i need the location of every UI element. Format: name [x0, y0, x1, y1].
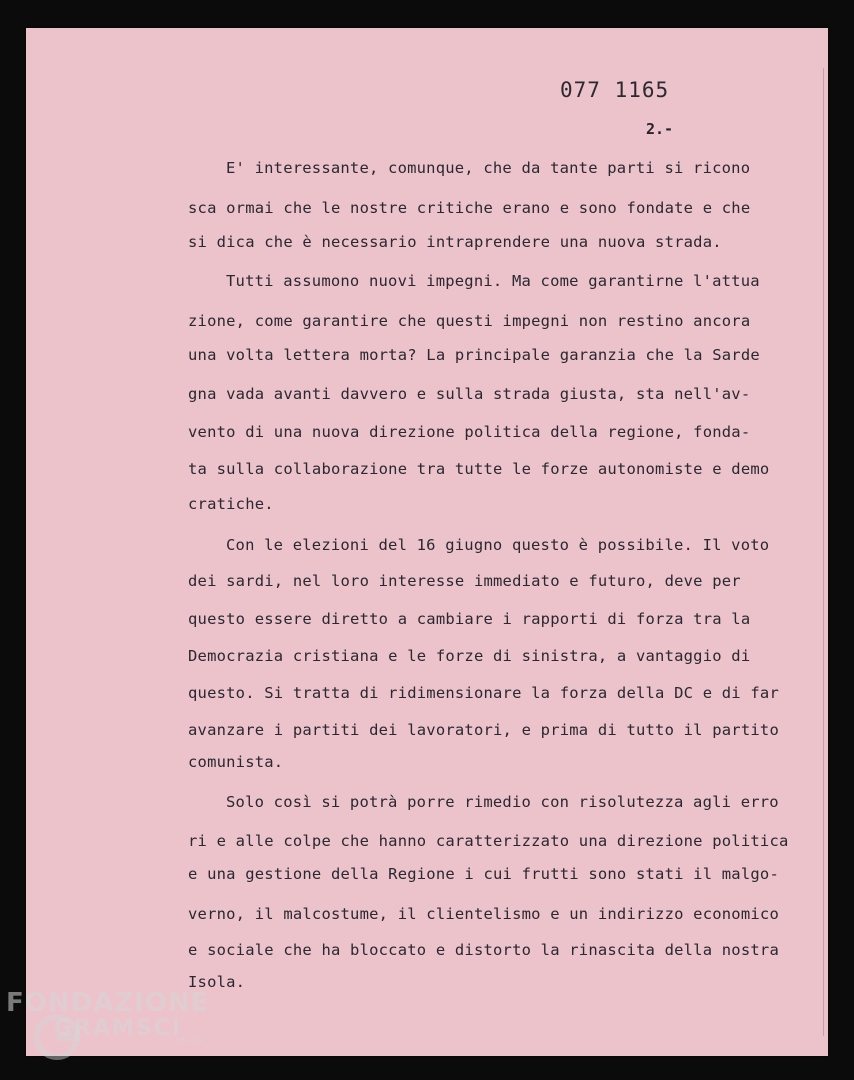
text-line: Isola. — [188, 973, 246, 991]
text-line: avanzare i partiti dei lavoratori, e prima di tutto il partito — [188, 721, 779, 739]
text-line: ri e alle colpe che hanno caratterizzato una direzione politica — [188, 832, 789, 850]
text-line: cratiche. — [188, 495, 274, 513]
text-line: questo. Si tratta di ridimensionare la forza della DC e di far — [188, 684, 779, 702]
watermark-line3: onlus — [176, 1035, 203, 1046]
text-line: e sociale che ha bloccato e distorto la rinascita della nostra — [188, 941, 779, 959]
text-line: Con le elezioni del 16 giugno questo è possibile. Il voto — [226, 536, 770, 554]
text-line: E' interessante, comunque, che da tante parti si ricono — [226, 159, 751, 177]
text-line: Tutti assumono nuovi impegni. Ma come garantirne l'attua — [226, 272, 760, 290]
watermark-line1: FONDAZIONE — [6, 988, 210, 1018]
text-line: vento di una nuova direzione politica della regione, fonda- — [188, 423, 751, 441]
watermark-line2: GRAMSCI — [54, 1016, 183, 1041]
archive-number: 077 1165 — [560, 78, 670, 102]
text-line: una volta lettera morta? La principale garanzia che la Sarde — [188, 346, 760, 364]
text-line: Solo così si potrà porre rimedio con risolutezza agli erro — [226, 793, 779, 811]
text-line: dei sardi, nel loro interesse immediato e futuro, deve per — [188, 572, 741, 590]
text-line: gna vada avanti davvero e sulla strada giusta, sta nell'av- — [188, 385, 751, 403]
text-line: verno, il malcostume, il clientelismo e un indirizzo economico — [188, 905, 779, 923]
text-line: e una gestione della Regione i cui frutti sono stati il malgo- — [188, 865, 779, 883]
text-line: ta sulla collaborazione tra tutte le forze autonomiste e demo — [188, 460, 770, 478]
page-number: 2.- — [646, 120, 674, 138]
text-line: sca ormai che le nostre critiche erano e sono fondate e che — [188, 199, 751, 217]
text-line: comunista. — [188, 753, 284, 771]
text-line: questo essere diretto a cambiare i rapporti di forza tra la — [188, 610, 751, 628]
text-line: si dica che è necessario intraprendere una nuova strada. — [188, 233, 722, 251]
text-line: zione, come garantire che questi impegni non restino ancora — [188, 312, 751, 330]
text-line: Democrazia cristiana e le forze di sinistra, a vantaggio di — [188, 647, 751, 665]
watermark-logo — [6, 990, 209, 1046]
